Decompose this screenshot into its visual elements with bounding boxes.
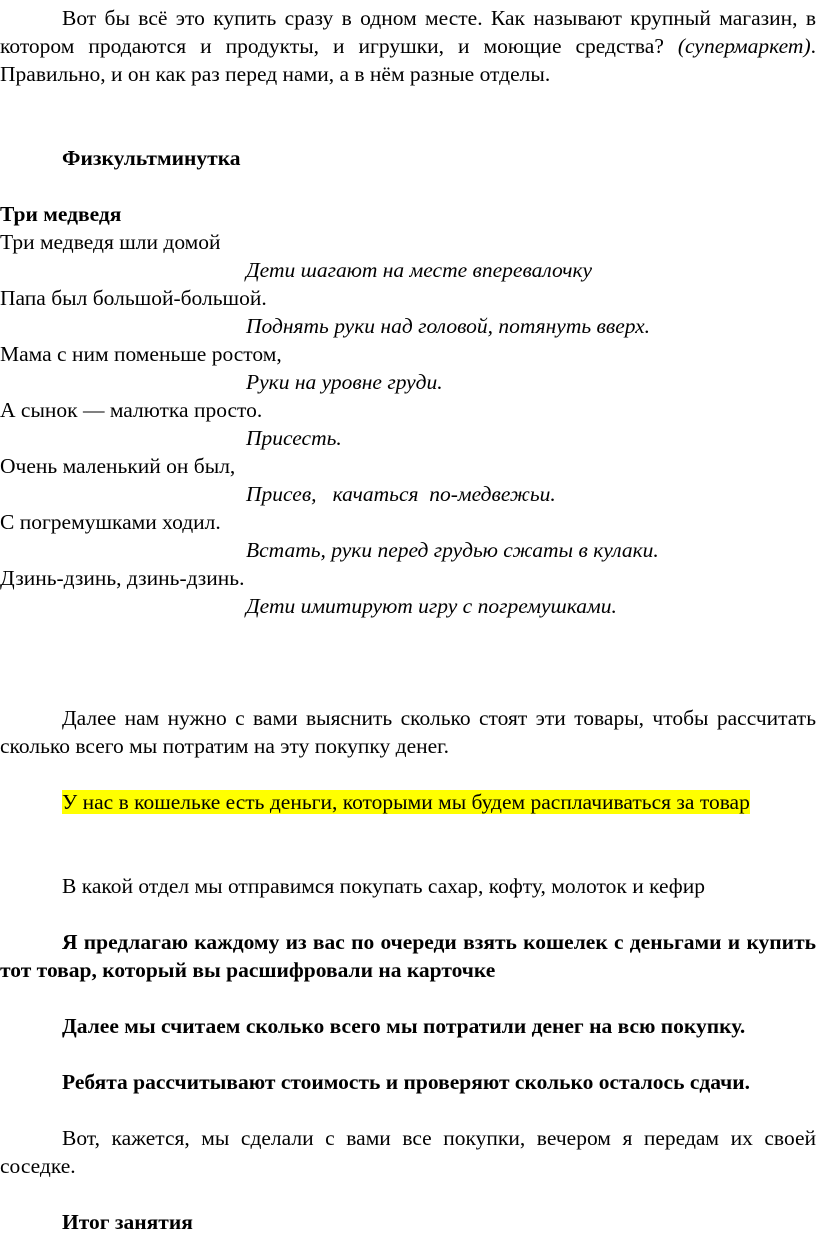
paragraph-prices-text: Далее нам нужно с вами выяснить сколько стоят эти товары, чтобы рассчитать сколько всего мы потратим на эту покупку денег.	[0, 706, 816, 758]
poem-verse: Папа был большой-большой.	[0, 286, 267, 310]
paragraph-total	[0, 1012, 816, 1040]
poem-instruction: Руки на уровне груди.	[246, 370, 443, 394]
paragraph-department	[0, 872, 816, 900]
paragraph-department-text: В какой отдел мы отправимся покупать сахар, кофту, молоток и кефир	[62, 874, 705, 898]
poem-body	[0, 228, 816, 620]
paragraph-wallet	[0, 788, 816, 816]
section-heading: Физкультминутка	[62, 146, 241, 170]
paragraph-buy	[0, 928, 816, 984]
poem-verse: Дзинь-дзинь, дзинь-дзинь.	[0, 566, 245, 590]
poem-instruction: Дети шагают на месте вперевалочку	[246, 258, 593, 282]
intro-answer-italic: (супермаркет)	[677, 34, 811, 58]
paragraph-total-text: Далее мы считаем сколько всего мы потратили денег на всю покупку.	[62, 1014, 746, 1038]
poem-verse: Три медведя шли домой	[0, 230, 221, 254]
poem-instruction: Поднять руки над головой, потянуть вверх.	[246, 314, 650, 338]
poem-instruction: Дети имитируют игру с погремушками.	[246, 594, 617, 618]
paragraph-change-text: Ребята рассчитывают стоимость и проверяют сколько осталось сдачи.	[62, 1070, 751, 1094]
poem-verse: Мама с ним поменьше ростом,	[0, 342, 282, 366]
poem-verse: А сынок — малютка просто.	[0, 398, 263, 422]
paragraph-buy-text: Я предлагаю каждому из вас по очереди взять кошелек с деньгами и купить тот товар, который вы расшифровали на карточке	[0, 930, 816, 982]
intro-text-before: Вот бы всё это купить сразу в одном месте. Как называют крупный магазин, в котором продаются и продукты, и игрушки, и моющие средства?	[0, 6, 816, 58]
poem-verse: Очень маленький он был,	[0, 454, 236, 478]
paragraph-prices	[0, 704, 816, 760]
paragraph-neighbor	[0, 1124, 816, 1180]
poem-verse: С погремушками ходил.	[0, 510, 221, 534]
paragraph-change	[0, 1068, 816, 1096]
poem-title: Три медведя	[0, 202, 122, 226]
final-heading: Итог занятия	[62, 1210, 193, 1234]
intro-paragraph	[0, 4, 816, 88]
poem-instruction: Присев, качаться по-медвежьи.	[246, 482, 556, 506]
highlighted-text: У нас в кошельке есть деньги, которыми мы будем расплачиваться за товар	[62, 790, 750, 814]
paragraph-neighbor-text: Вот, кажется, мы сделали с вами все покупки, вечером я передам их своей соседке.	[0, 1126, 816, 1178]
poem-instruction: Встать, руки перед грудью сжаты в кулаки.	[246, 538, 659, 562]
intro-text-after: . Правильно, и он как раз перед нами, а в нём разные отделы.	[0, 34, 816, 86]
poem-instruction: Присесть.	[246, 426, 342, 450]
